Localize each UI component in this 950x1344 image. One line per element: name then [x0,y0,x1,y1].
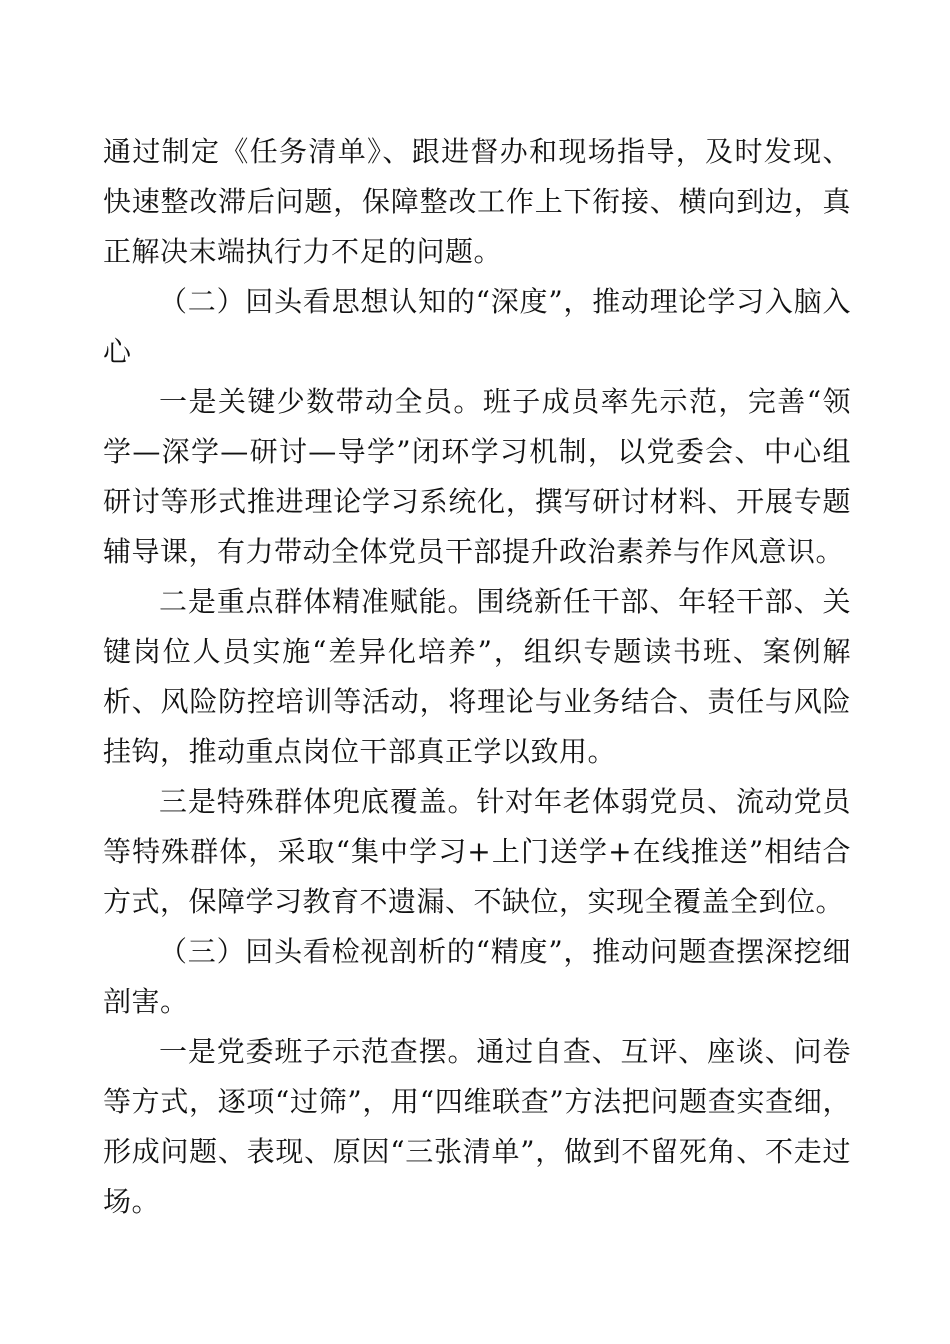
document-body [103,127,851,1227]
paragraph-continuation: 通过制定《任务清单》、跟进督办和现场指导，及时发现、快速整改滞后问题，保障整改工作上下衔接、横向到边，真正解决末端执行力不足的问题。 [103,135,851,268]
paragraph-item-1: 一是关键少数带动全员。班子成员率先示范，完善“领学—深学—研讨—导学”闭环学习机制，以党委会、中心组研讨等形式推进理论学习系统化，撰写研讨材料、开展专题辅导课，有力带动全体党员干部提升政治素养与作风意识。 [103,385,851,568]
paragraph-item-4: 一是党委班子示范查摆。通过自查、互评、座谈、问卷等方式，逐项“过筛”，用“四维联查”方法把问题查实查细，形成问题、表现、原因“三张清单”，做到不留死角、不走过场。 [103,1035,851,1218]
paragraph-item-3: 三是特殊群体兜底覆盖。针对年老体弱党员、流动党员等特殊群体，采取“集中学习+上门送学+在线推送”相结合方式，保障学习教育不遗漏、不缺位，实现全覆盖全到位。 [103,785,851,918]
section-heading-2: （二）回头看思想认知的“深度”，推动理论学习入脑入心 [103,285,851,368]
paragraph-item-2: 二是重点群体精准赋能。围绕新任干部、年轻干部、关键岗位人员实施“差异化培养”，组织专题读书班、案例解析、风险防控培训等活动，将理论与业务结合、责任与风险挂钩，推动重点岗位干部真正学以致用。 [103,585,851,768]
section-heading-3: （三）回头看检视剖析的“精度”，推动问题查摆深挖细剖害。 [103,935,851,1018]
